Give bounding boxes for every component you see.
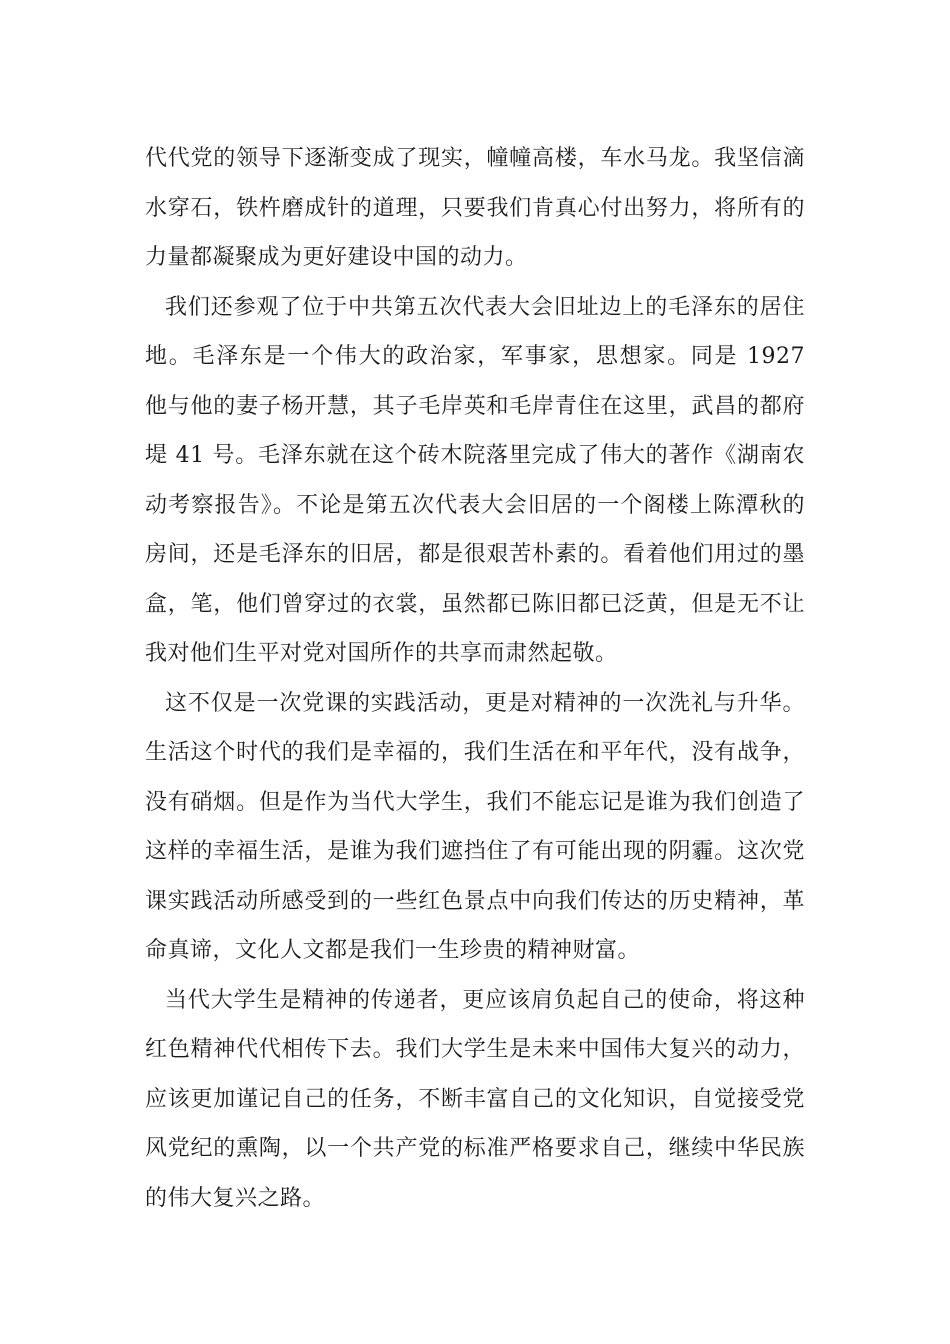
text-line: 课实践活动所感受到的一些红色景点中向我们传达的历史精神，革 [145,888,805,914]
text-line: 生活这个时代的我们是幸福的，我们生活在和平年代，没有战争， [145,740,805,765]
paragraph-4 [145,976,805,1224]
text-line: 这不仅是一次党课的实践活动，更是对精神的一次洗礼与升华。 [165,690,805,716]
text-line: 应该更加谨记自己的任务，不断丰富自己的文化知识，自觉接受党 [145,1086,805,1112]
paragraph-3 [145,679,805,976]
text-line: 地。毛泽东是一个伟大的政治家，军事家，思想家。同是 1927 [145,344,805,369]
paragraph-2 [145,283,805,679]
text-line: 红色精神代代相传下去。我们大学生是未来中国伟大复兴的动力， [145,1037,805,1062]
text-line: 我对他们生平对党对国所作的共享而肃然起敬。 [145,641,618,666]
text-line: 盒，笔，他们曾穿过的衣裳，虽然都已陈旧都已泛黄，但是无不让 [145,591,805,617]
text-line: 当代大学生是精神的传递者，更应该肩负起自己的使命，将这种 [165,987,805,1013]
text-line: 这样的幸福生活，是谁为我们遮挡住了有可能出现的阴霾。这次党 [145,839,805,864]
document-body [145,134,805,1223]
text-line: 房间，还是毛泽东的旧居，都是很艰苦朴素的。看着他们用过的墨 [145,542,805,567]
text-line: 水穿石，铁杵磨成针的道理，只要我们肯真心付出努力，将所有的 [145,195,805,221]
text-line: 没有硝烟。但是作为当代大学生，我们不能忘记是谁为我们创造了 [145,789,805,815]
paragraph-1 [145,134,805,283]
text-line: 他与他的妻子杨开慧，其子毛岸英和毛岸青住在这里，武昌的都府 [145,393,805,419]
text-line: 力量都凝聚成为更好建设中国的动力。 [145,245,528,270]
text-line: 的伟大复兴之路。 [145,1185,326,1211]
text-line: 命真谛，文化人文都是我们一生珍贵的精神财富。 [145,938,641,963]
text-line: 代代党的领导下逐渐变成了现实，幢幢高楼，车水马龙。我坚信滴 [145,146,805,171]
text-line: 风党纪的熏陶，以一个共产党的标准严格要求自己，继续中华民族 [145,1136,805,1161]
text-line: 我们还参观了位于中共第五次代表大会旧址边上的毛泽东的居住 [165,294,805,320]
text-line: 动考察报告》。不论是第五次代表大会旧居的一个阁楼上陈潭秋的 [145,492,805,518]
text-line: 堤 41 号。毛泽东就在这个砖木院落里完成了伟大的著作《湖南农 [145,443,805,468]
